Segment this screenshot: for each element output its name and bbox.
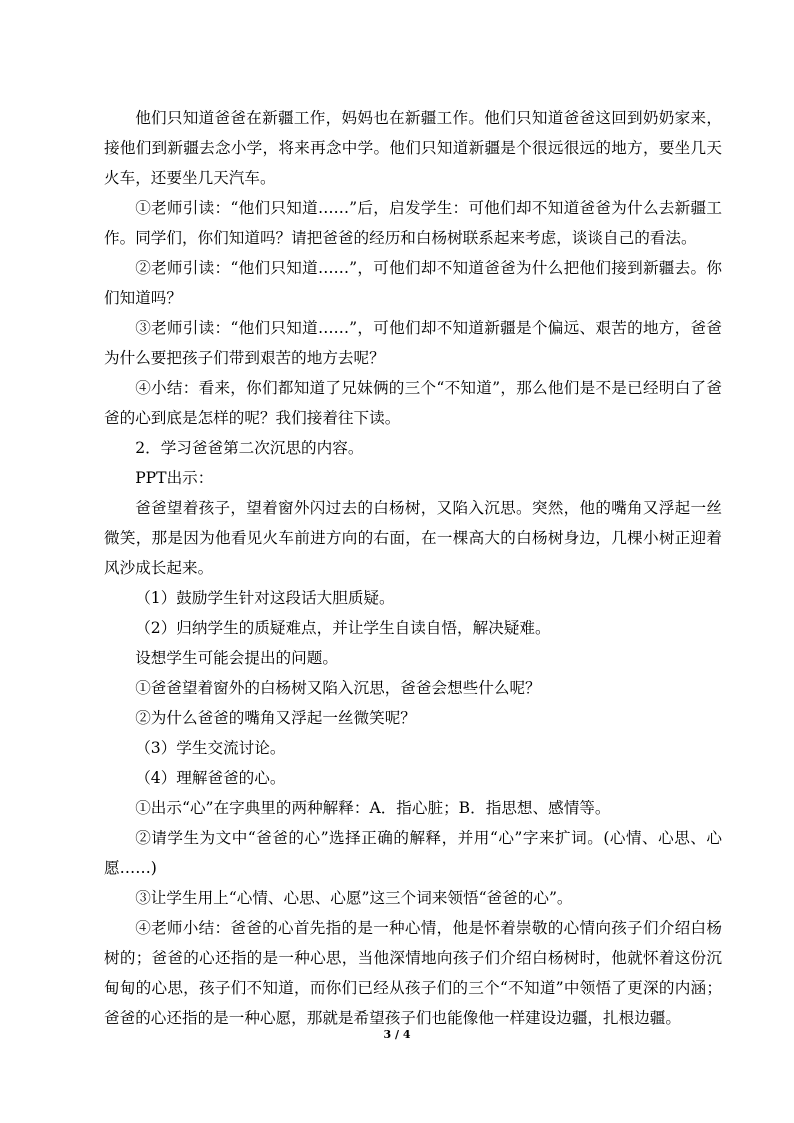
list-item-1: （1）鼓励学生针对这段话大胆质疑。 (135, 589, 395, 607)
sub-step-3: ③让学生用上“心情、心思、心愿”这三个词来领悟“爸爸的心”。 (135, 889, 573, 907)
list-item-4: （4）理解爸爸的心。 (135, 769, 286, 787)
question-1: ①爸爸望着窗外的白杨树又陷入沉思，爸爸会想些什么呢？ (135, 679, 541, 697)
sub-step-4: ④老师小结：爸爸的心首先指的是一种心情，他是怀着崇敬的心情向孩子们介绍白杨树的；爸爸的心还指的是一种心思，当他深情地向孩子们介绍白杨树时，他就怀着这份沉甸甸的心思，孩子们不知道，而你们已经从孩子们的三个“不知道”中领悟了更深的内涵；爸爸的心还指的是一种心愿，那就是希望孩子们也能像他一样建设边疆，扎根边疆。 (104, 919, 722, 1027)
sub-step-2: ②请学生为文中“爸爸的心”选择正确的解释，并用“心”字来扩词。(心情、心思、心愿……) (104, 829, 722, 877)
paragraph-summary: ④小结：看来，你们都知道了兄妹俩的三个“不知道”，那么他们是不是已经明白了爸爸的心到底是怎样的呢？我们接着往下读。 (104, 379, 722, 427)
sub-step-1: ①出示“心”在字典里的两种解释：A．指心脏；B．指思想、感情等。 (135, 799, 611, 817)
list-item-3: （3）学生交流讨论。 (135, 739, 286, 757)
ppt-quote: 爸爸望着孩子，望着窗外闪过去的白杨树，又陷入沉思。突然，他的嘴角又浮起一丝微笑，那是因为他看见火车前进方向的右面，在一棵高大的白杨树身边，几棵小树正迎着风沙成长起来。 (104, 499, 722, 577)
ppt-label: PPT出示： (135, 469, 214, 487)
document-body (104, 103, 722, 1033)
section-heading: 2．学习爸爸第二次沉思的内容。 (135, 439, 364, 457)
paragraph-step-1: ①老师引读：“他们只知道……”后，启发学生：可他们却不知道爸爸为什么去新疆工作。同学们，你们知道吗？请把爸爸的经历和白杨树联系起来考虑，谈谈自己的看法。 (104, 199, 722, 247)
paragraph-questions-intro: 设想学生可能会提出的问题。 (135, 649, 338, 667)
paragraph-intro: 他们只知道爸爸在新疆工作，妈妈也在新疆工作。他们只知道爸爸这回到奶奶家来，接他们到新疆去念小学，将来再念中学。他们只知道新疆是个很远很远的地方，要坐几天火车，还要坐几天汽车。 (104, 109, 722, 187)
page-number: 3 / 4 (383, 1028, 411, 1041)
question-2: ②为什么爸爸的嘴角又浮起一丝微笑呢？ (135, 709, 416, 727)
list-item-2: （2）归纳学生的质疑难点，并让学生自读自悟，解决疑难。 (135, 619, 551, 637)
paragraph-step-2: ②老师引读：“他们只知道……”，可他们却不知道爸爸为什么把他们接到新疆去。你们知道吗？ (104, 259, 722, 307)
paragraph-step-3: ③老师引读：“他们只知道……”，可他们却不知道新疆是个偏远、艰苦的地方，爸爸为什么要把孩子们带到艰苦的地方去呢？ (104, 319, 722, 367)
